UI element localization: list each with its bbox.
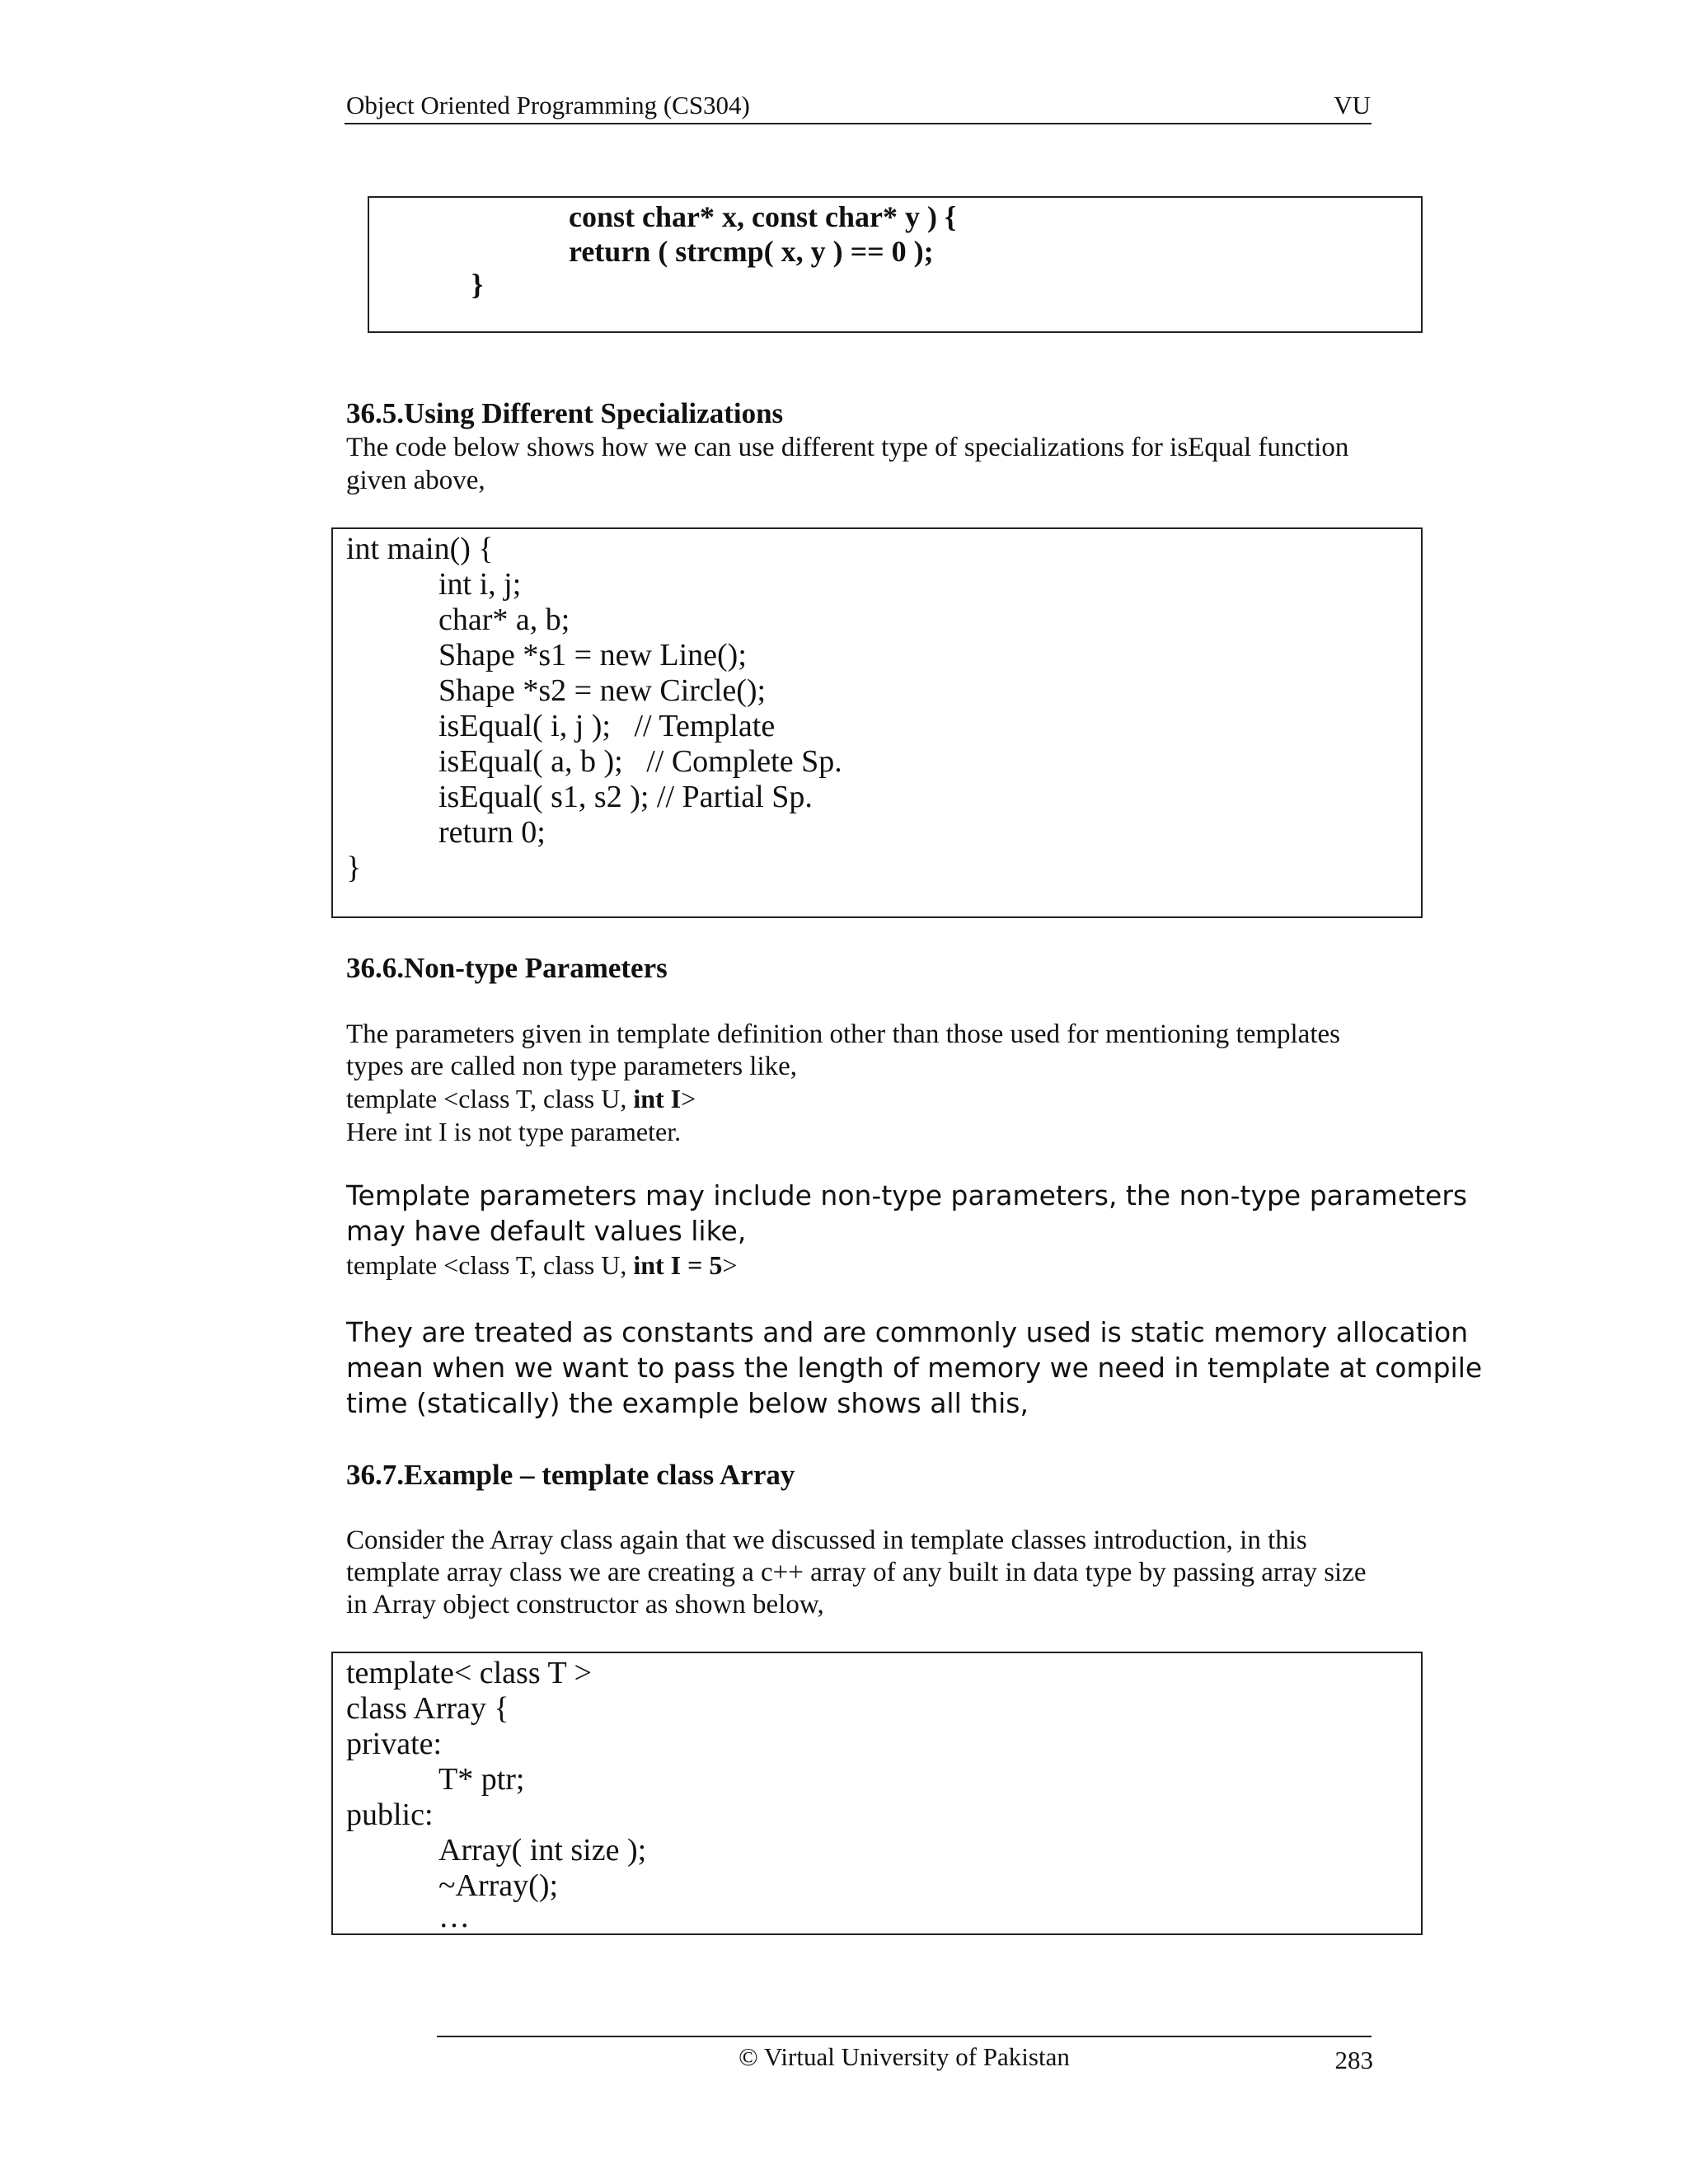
code-line: int main() { bbox=[346, 532, 494, 566]
code-line: return ( strcmp( x, y ) == 0 ); bbox=[569, 235, 934, 268]
paragraph-line: types are called non type parameters like, bbox=[346, 1052, 798, 1081]
template-text: > bbox=[681, 1084, 696, 1113]
code-line: template< class T > bbox=[346, 1656, 592, 1690]
template-bold-param: int I bbox=[633, 1084, 682, 1113]
paragraph-line: Template parameters may include non-type parameters, the non-type parameters bbox=[346, 1179, 1468, 1212]
template-syntax-1 bbox=[346, 1083, 696, 1115]
template-text: > bbox=[722, 1250, 738, 1280]
paragraph-line: mean when we want to pass the length of memory we need in template at compile bbox=[346, 1352, 1483, 1384]
code-box-1 bbox=[368, 196, 1423, 333]
code-line: ~Array(); bbox=[438, 1868, 559, 1903]
paragraph-line: time (statically) the example below shows all this, bbox=[346, 1387, 1029, 1419]
code-line: class Array { bbox=[346, 1691, 509, 1726]
code-line: int i, j; bbox=[438, 567, 522, 602]
code-line: Shape *s2 = new Circle(); bbox=[438, 673, 767, 708]
header-rule bbox=[345, 123, 1372, 124]
footer-copyright: © Virtual University of Pakistan bbox=[738, 2042, 1070, 2071]
code-line: return 0; bbox=[438, 815, 546, 850]
paragraph-line: They are treated as constants and are commonly used is static memory allocation bbox=[346, 1316, 1469, 1348]
paragraph-line: Here int I is not type parameter. bbox=[346, 1117, 682, 1146]
paragraph-line: may have default values like, bbox=[346, 1215, 747, 1247]
code-line: Array( int size ); bbox=[438, 1833, 647, 1868]
paragraph-line: The code below shows how we can use different type of specializations for isEqual function bbox=[346, 433, 1349, 462]
paragraph-line: Consider the Array class again that we discussed in template classes introduction, in this bbox=[346, 1526, 1307, 1555]
paragraph-line: given above, bbox=[346, 466, 485, 495]
section-heading-36-6: 36.6.Non-type Parameters bbox=[346, 952, 668, 984]
template-text: template <class T, class U, bbox=[346, 1250, 634, 1280]
paragraph-line: template array class we are creating a c++ array of any built in data type by passing array size bbox=[346, 1558, 1367, 1587]
code-line: const char* x, const char* y ) { bbox=[569, 200, 957, 233]
code-line: } bbox=[471, 268, 484, 301]
code-line: T* ptr; bbox=[438, 1762, 525, 1797]
code-box-3 bbox=[331, 1652, 1423, 1935]
institution-short: VU bbox=[1334, 91, 1371, 120]
page-number: 283 bbox=[1334, 2046, 1373, 2074]
code-box-2 bbox=[331, 527, 1423, 918]
paragraph-line: in Array object constructor as shown below, bbox=[346, 1590, 824, 1619]
section-heading-36-5: 36.5.Using Different Specializations bbox=[346, 397, 784, 429]
code-line: isEqual( i, j ); // Template bbox=[438, 709, 776, 743]
paragraph-line: The parameters given in template definition other than those used for mentioning templates bbox=[346, 1019, 1340, 1049]
code-line: public: bbox=[346, 1797, 434, 1832]
code-line: isEqual( s1, s2 ); // Partial Sp. bbox=[438, 780, 813, 814]
code-line: Shape *s1 = new Line(); bbox=[438, 638, 747, 673]
footer-rule bbox=[437, 2036, 1372, 2037]
course-title: Object Oriented Programming (CS304) bbox=[346, 91, 750, 120]
code-line: private: bbox=[346, 1727, 443, 1761]
code-line: … bbox=[438, 1900, 470, 1934]
code-line: char* a, b; bbox=[438, 602, 570, 637]
code-line: } bbox=[346, 851, 362, 885]
template-text: template <class T, class U, bbox=[346, 1084, 634, 1113]
template-syntax-2 bbox=[346, 1249, 737, 1282]
template-bold-param: int I = 5 bbox=[633, 1250, 723, 1280]
code-line: isEqual( a, b ); // Complete Sp. bbox=[438, 744, 842, 779]
section-heading-36-7: 36.7.Example – template class Array bbox=[346, 1459, 795, 1491]
